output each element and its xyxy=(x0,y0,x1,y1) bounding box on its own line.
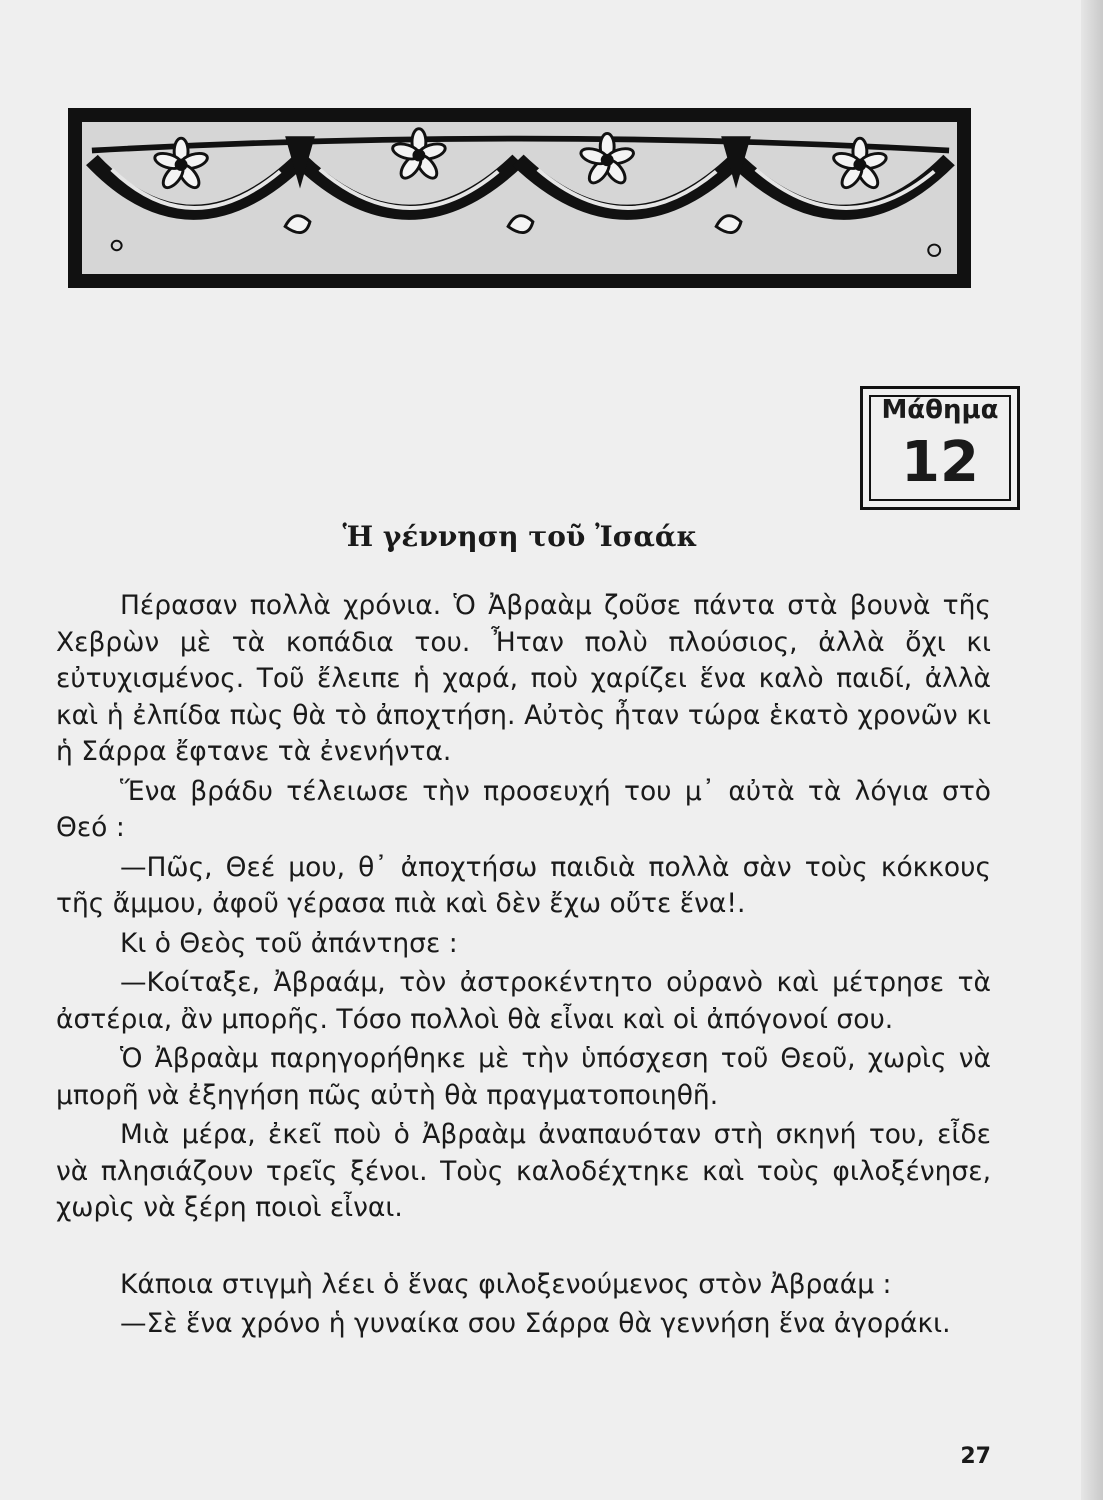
decorative-banner xyxy=(68,108,971,288)
paragraph: Πέρασαν πολλὰ χρόνια. Ὁ Ἀβραὰμ ζοῦσε πάντα στὰ βουνὰ τῆς Χεβρὼν μὲ τὰ κοπάδια του. Ἦταν πολὺ πλούσιος, ἀλλὰ ὄχι κι εὐτυχισμένος. Τοῦ ἔλειπε ἡ χαρά, ποὺ χαρίζει ἕνα καλὸ παιδί, ἀλλὰ καὶ ἡ ἐλπίδα πὼς θὰ τὸ ἀποχτήση. Αὐτὸς ἦταν τώρα ἑκατὸ χρονῶν κι ἡ Σάρρα ἔφτανε τὰ ἐνενήντα. xyxy=(56,590,991,767)
floral-garland-illustration xyxy=(82,122,957,274)
paragraph: —Σὲ ἕνα χρόνο ἡ γυναίκα σου Σάρρα θὰ γεννήση ἕνα ἀγοράκι. xyxy=(120,1308,951,1339)
lesson-number: 12 xyxy=(901,430,979,495)
paragraph: Κάποια στιγμὴ λέει ὁ ἕνας φιλοξενούμενος στὸν Ἀβραάμ : xyxy=(120,1268,892,1300)
chapter-title: Ἡ γέννηση τοῦ Ἰσαάκ xyxy=(342,520,698,553)
paragraph: Κι ὁ Θεὸς τοῦ ἀπάντησε : xyxy=(120,927,458,959)
paragraph: Ἕνα βράδυ τέλειωσε τὴν προσευχή του μ᾿ αὐτὰ τὰ λόγια στὸ Θεό : xyxy=(56,775,991,843)
paragraph: Μιὰ μέρα, ἐκεῖ ποὺ ὁ Ἀβραὰμ ἀναπαυόταν στὴ σκηνή του, εἶδε νὰ πλησιάζουν τρεῖς ξένοι. Τοὺς καλοδέχτηκε καὶ τοὺς φιλοξένησε, χωρὶς νὰ ξέρη ποιοὶ εἶναι. xyxy=(56,1119,991,1223)
lesson-number-box xyxy=(860,386,1020,510)
lesson-label: Μάθημα xyxy=(881,395,999,425)
paragraph: —Πῶς, Θεέ μου, θ᾿ ἀποχτήσω παιδιὰ πολλὰ σὰν τοὺς κόκκους τῆς ἄμμου, ἀφοῦ γέρασα πιὰ καὶ δὲν ἔχω οὔτε ἕνα!. xyxy=(56,851,991,919)
paragraph: —Κοίταξε, Ἀβραάμ, τὸν ἀστροκέντητο οὐρανὸ καὶ μέτρησε τὰ ἀστέρια, ἂν μπορῆς. Τόσο πολλοὶ θὰ εἶναι καὶ οἱ ἀπόγονοί σου. xyxy=(56,967,991,1035)
page-number: 27 xyxy=(960,1444,991,1469)
page-edge-shadow xyxy=(1081,0,1103,1500)
paragraph: Ὁ Ἀβραὰμ παρηγορήθηκε μὲ τὴν ὑπόσχεση τοῦ Θεοῦ, χωρὶς νὰ μπορῆ νὰ ἐξηγήση πῶς αὐτὴ θὰ πραγματοποιηθῆ. xyxy=(56,1043,991,1111)
body-text xyxy=(56,588,991,1343)
